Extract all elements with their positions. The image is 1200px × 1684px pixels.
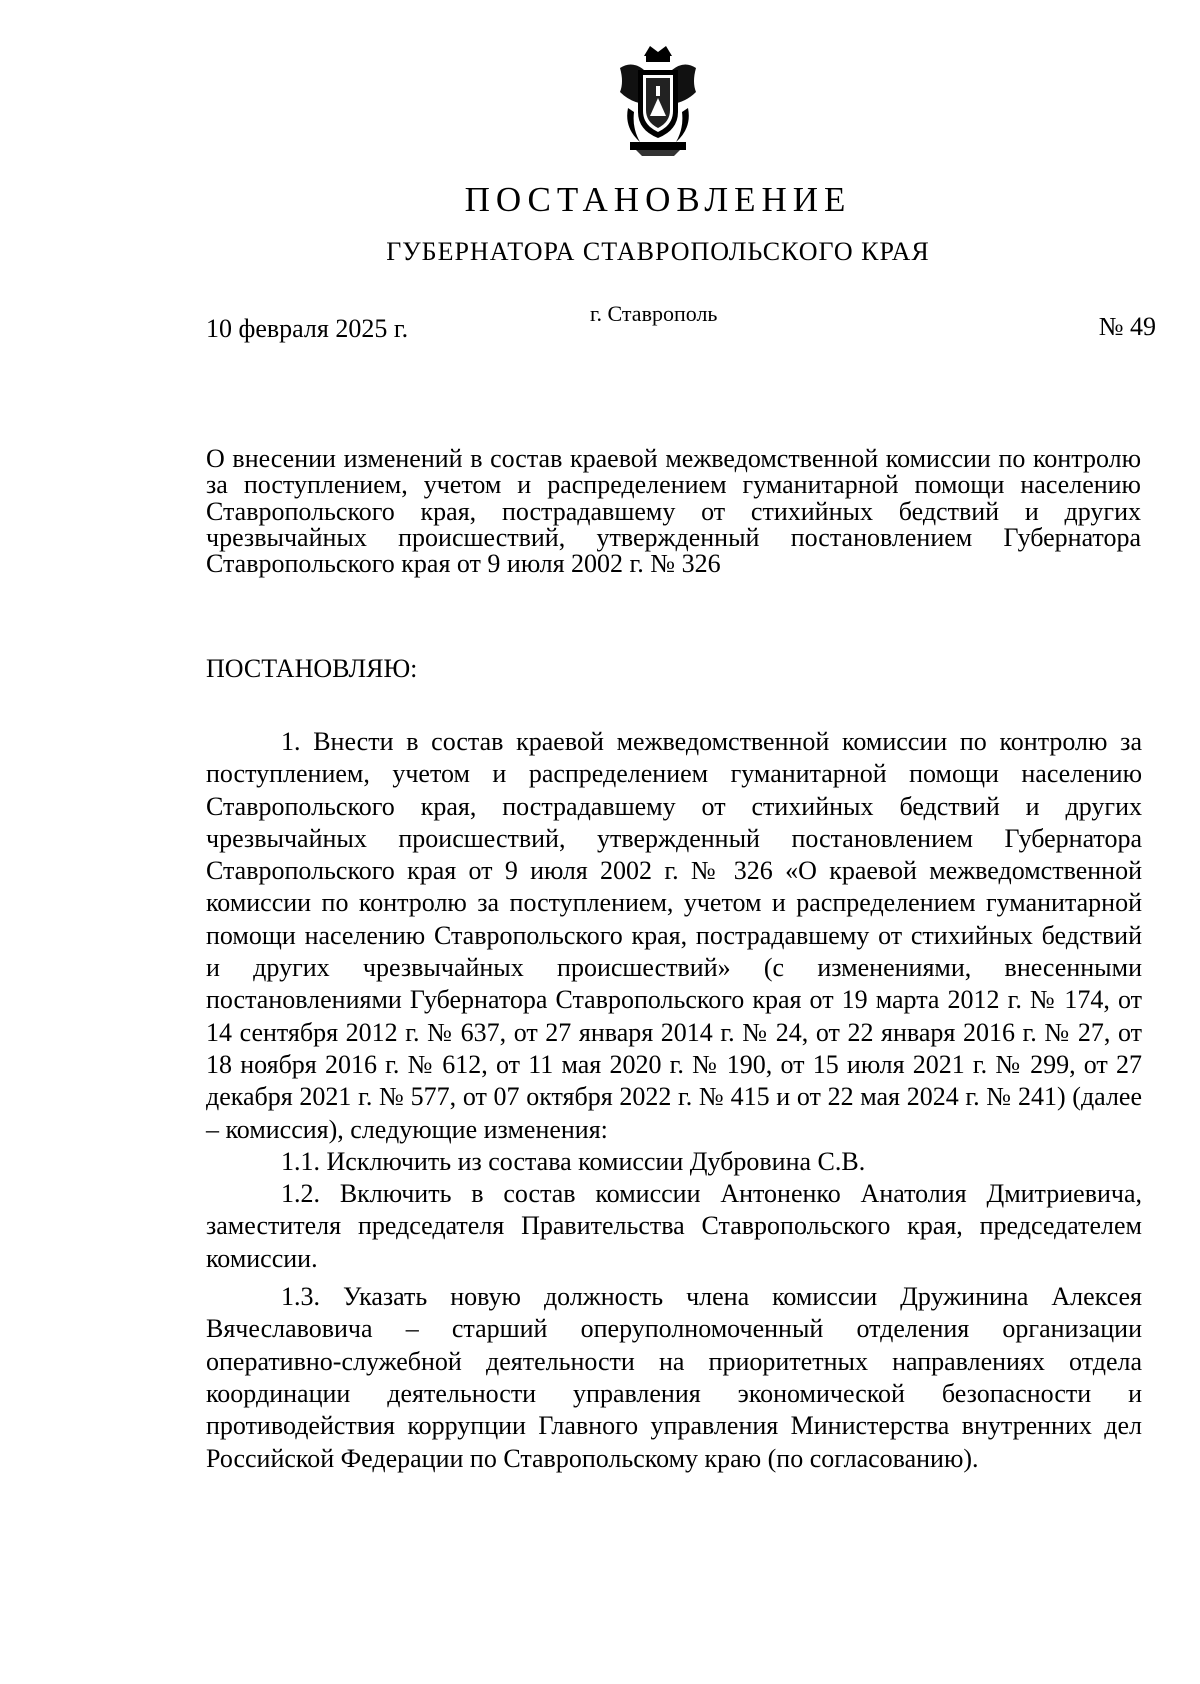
- document-body: [206, 726, 1142, 1475]
- paragraph-1-2: 1.2. Включить в состав комиссии Антоненко Анатолия Дмитриевича, заместителя председателя Правительства Ставропольского края, председателем комиссии.: [206, 1179, 1142, 1273]
- document-subtitle: ГУБЕРНАТОРА СТАВРОПОЛЬСКОГО КРАЯ: [386, 237, 930, 266]
- document-subject: [206, 446, 1141, 577]
- document-title: ПОСТАНОВЛЕНИЕ: [464, 180, 852, 219]
- coat-of-arms-icon: [610, 42, 706, 158]
- subject-text: О внесении изменений в состав краевой межведомственной комиссии по контролю за поступлением, учетом и распределением гуманитарной помощи населению Ставропольского края, пострадавшему от стихийных бедствий и других чрезвычайных происшествий, утвержденный постановлением Губернатора Ставропольского края от 9 июля 2002 г. № 326: [206, 444, 1141, 579]
- paragraph-1: 1. Внести в состав краевой межведомственной комиссии по контролю за поступлением, учетом и распределением гуманитарной помощи населению Ставропольского края, пострадавшему от стихийных бедствий и других чрезвычайных происшествий, утвержденный постановлением Губернатора Ставропольского края от 9 июля 2002 г. № 326 «О краевой межведомственной комиссии по контролю за поступлением, учетом и распределением гуманитарной помощи населению Ставропольского края, пострадавшему от стихийных бедствий и других чрезвычайных происшествий» (с изменениями, внесенными постановлениями Губернатора Ставропольского края от 19 марта 2012 г. № 174, от 14 сентября 2012 г. № 637, от 27 января 2014 г. № 24, от 22 января 2016 г. № 27, от 18 ноября 2016 г. № 612, от 11 мая 2020 г. № 190, от 15 июля 2021 г. № 299, от 27 декабря 2021 г. № 577, от 07 октября 2022 г. № 415 и от 22 мая 2024 г. № 241) (далее – комиссия), следующие изменения:: [206, 727, 1142, 1144]
- paragraph-1-3: 1.3. Указать новую должность члена комиссии Дружинина Алексея Вячеславовича – старший оперуполномоченный отделения организации оперативно-служебной деятельности на приоритетных направлениях отдела координации деятельности управления экономической безопасности и противодействия коррупции Главного управления Министерства внутренних дел Российской Федерации по Ставропольскому краю (по согласованию).: [206, 1282, 1142, 1473]
- decree-word: ПОСТАНОВЛЯЮ:: [206, 654, 418, 683]
- document-number: № 49: [1098, 312, 1156, 341]
- document-city: г. Ставрополь: [590, 301, 718, 326]
- paragraph-1-1: 1.1. Исключить из состава комиссии Дубровина С.В.: [281, 1146, 866, 1176]
- document-date: 10 февраля 2025 г.: [206, 314, 409, 343]
